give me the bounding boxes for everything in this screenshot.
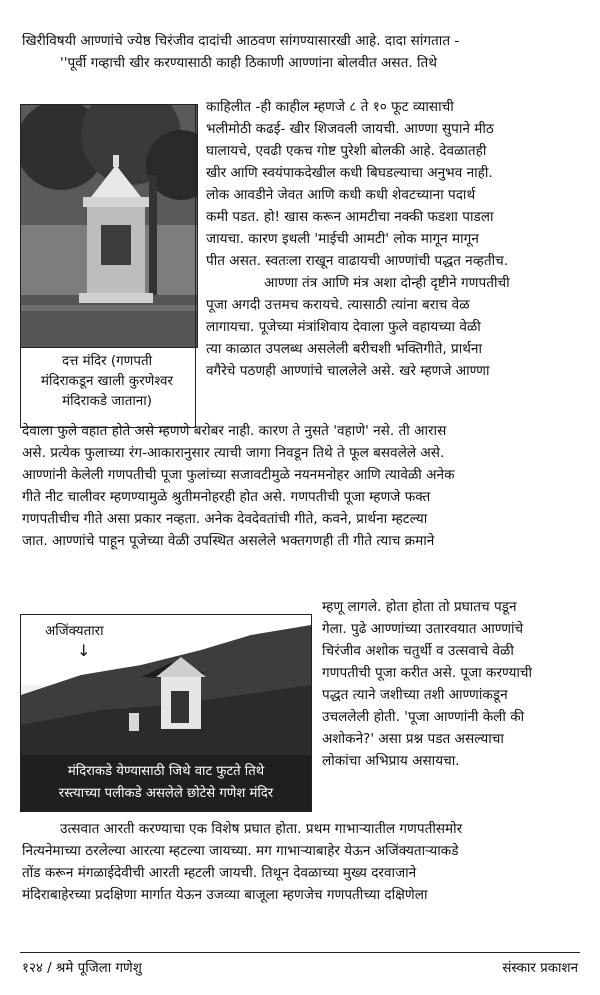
body-line: पीत असत. स्वतःला राखून वाढायची आण्णांची पद्धत नव्हतीच. — [206, 253, 509, 269]
photo-caption-line: मंदिराकडे येण्यासाठी जिथे वाट फुटते तिथे — [67, 764, 265, 779]
body-line: उत्सवात आरती करण्याचा एक विशेष प्रघात होता. प्रथम गाभाऱ्यातील गणपतीसमोर — [60, 821, 463, 837]
photo-caption-line: रस्त्याच्या पलीकडे असलेले छोटेसे गणेश मंदिर — [58, 786, 274, 801]
body-line: कमी पडत. हो! खास करून आमटीचा नक्की फडशा पाडला — [206, 209, 494, 225]
ganesh-temple-photo — [20, 614, 312, 812]
body-line: आण्णा तंत्र आणि मंत्र अशा दोन्ही दृष्टीने गणपतीची — [264, 275, 510, 291]
body-line: जात. आण्णांचे पाहून पूजेच्या वेळी उपस्थित असलेले भक्तगणही ती गीते त्याच क्रमाने — [22, 533, 435, 549]
body-line: जायचा. कारण इथली 'माईची आमटी' लोक मागून मागून — [206, 231, 479, 247]
body-line: नित्यनेमाच्या ठरलेल्या आरत्या म्हटल्या जायच्या. मग गाभाऱ्याबाहेर येऊन अजिंक्यताऱ्याकडे — [22, 843, 459, 859]
body-line: पूजा अगदी उत्तमच करायचे. त्यासाठी त्यांना बराच वेळ — [206, 297, 470, 313]
body-line: आण्णांनी केलेली गणपतीची पूजा फुलांच्या सजावटीमुळे नयनमनोहर आणि त्यावेळी अनेक — [22, 467, 455, 483]
body-line: तोंड करून मंगळाईदेवीची आरती म्हटली जायची. तिथून देवळाच्या मुख्य दरवाजाने — [22, 865, 417, 881]
figure-caption-line: दत्त मंदिर (गणपती — [61, 354, 153, 369]
body-line: अशोकने?' असा प्रश्न पडत असल्याचा — [322, 731, 504, 747]
body-line: असे. प्रत्येक फुलाच्या रंग-आकारानुसार त्याची जागा निवडून तिथे ते फूल बसवलेले असे. — [22, 445, 445, 461]
body-line: काहिलीत -ही काहील म्हणजे ८ ते १० फूट व्यासाची — [206, 99, 454, 115]
body-line: गेला. पुढे आण्णांच्या उतारवयात आण्णांचे — [322, 621, 524, 637]
footer-rule — [20, 952, 580, 953]
body-line: गणपतीचीच गीते असा प्रकार नव्हता. अनेक देवदेवतांची गीते, कवने, प्रार्थना म्हटल्या — [22, 511, 428, 527]
figure-frame — [20, 104, 196, 428]
body-line: खीर आणि स्वयंपाकदेखील कधी बिघडल्याचा अनुभव नाही. — [206, 165, 493, 181]
body-line: ''पूर्वी गव्हाची खीर करण्यासाठी काही ठिकाणी आण्णांना बोलवीत असत. तिथे — [60, 55, 437, 71]
body-line: त्या काळात उपलब्ध असलेली बरीचशी भक्तिगीते, प्रार्थना — [206, 341, 482, 357]
body-line: वगैरेचे पठणही आण्णांचे चाललेले असे. खरे म्हणजे आण्णा — [206, 363, 490, 379]
body-line: खिरीविषयी आण्णांचे ज्येष्ठ चिरंजीव दादांची आठवण सांगण्यासारखी आहे. दादा सांगतात - — [22, 33, 460, 49]
figure-caption-line: मंदिराकडून खाली कुरणेश्वर — [41, 374, 173, 389]
body-line: गीते नीट चालीवर म्हणण्यामुळे श्रुतीमनोहरही होत असे. गणपतीची पूजा म्हणजे फक्त — [22, 489, 431, 505]
body-line: उचललेली होती. 'पूजा आण्णांनी केली की — [322, 709, 525, 725]
body-line: देवाला फुले वहात होते असे म्हणणे बरोबर नाही. कारण ते नुसते 'वहाणे' नसे. ती आरास — [22, 423, 447, 439]
body-line: मंदिराबाहेरच्या प्रदक्षिणा मार्गात येऊन उजव्या बाजूला म्हणजेच गणपतीच्या दक्षिणेला — [22, 887, 428, 903]
body-line: लोक आवडीने जेवत आणि कधी कधी शेवटच्याना पदार्थ — [206, 187, 476, 203]
figure-caption-line: मंदिराकडे जाताना) — [62, 394, 152, 409]
body-line: लोकांचा अभिप्राय असायचा. — [322, 753, 460, 769]
body-line: लागायचा. पूजेच्या मंत्रांशिवाय देवाला फुले वहायच्या वेळी — [206, 319, 481, 335]
footer-publisher: संस्कार प्रकाशन — [502, 961, 578, 976]
body-line: घालायचे, एवढी एकच गोष्ट पुरेशी बोलकी आहे. देवळातही — [206, 143, 487, 159]
ganesh-temple-photo-image — [21, 615, 311, 811]
footer-page-title: १२४ / श्रमे पूजिला गणेशु — [22, 961, 142, 976]
body-line: चिरंजीव अशोक चतुर्थी व उत्सवाचे वेळी — [322, 643, 514, 659]
ajinkyatara-label: अजिंक्यतारा — [43, 621, 106, 639]
down-arrow-icon: ↓ — [77, 641, 91, 660]
body-line: गणपतीची पूजा करीत असे. पूजा करण्याची — [322, 665, 533, 681]
body-line: पद्धत त्याने जशीच्या तशी आण्णांकडून — [322, 687, 508, 703]
body-line: भलीमोठी कढई- खीर शिजवली जायची. आण्णा सुपाने मीठ — [206, 121, 494, 137]
body-line: म्हणू लागले. होता होता तो प्रघातच पडून — [322, 599, 517, 615]
